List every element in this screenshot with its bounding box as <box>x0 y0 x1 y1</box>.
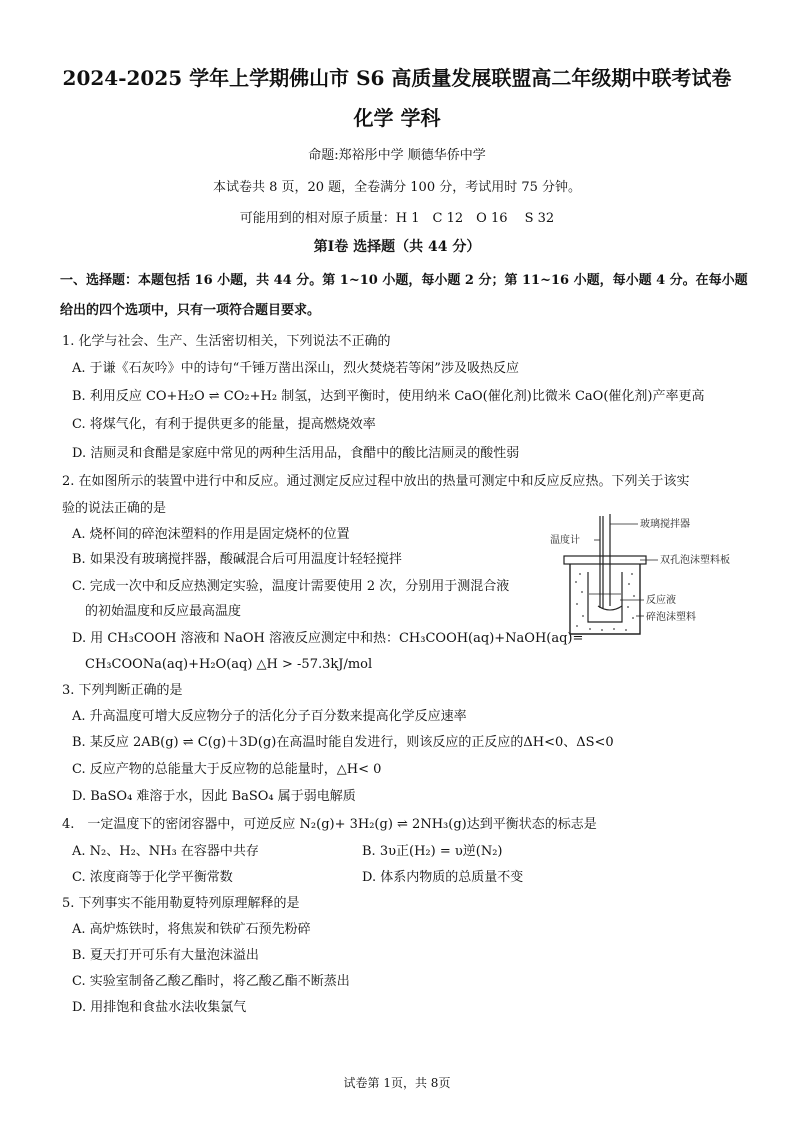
atomic-masses: 可能用到的相对原子质量：H 1 C 12 O 16 S 32 <box>239 211 555 226</box>
q1-stem: 1. 化学与社会、生产、生活密切相关，下列说法不正确的 <box>62 334 391 349</box>
q2-stem: 2. 在如图所示的装置中进行中和反应。通过测定反应过程中放出的热量可测定中和反应反应热。下列关于该实 <box>62 474 690 489</box>
q2-option-c: C. 完成一次中和反应热测定实验，温度计需要使用 2 次，分别用于测混合液 <box>72 579 510 594</box>
label-thermometer: 温度计 <box>550 535 580 546</box>
exam-title: 2024-2025 学年上学期佛山市 S6 高质量发展联盟高二年级期中联考试卷 <box>62 66 732 90</box>
q5-stem: 5. 下列事实不能用勒夏特列原理解释的是 <box>62 896 300 911</box>
q2-option-a: A. 烧杯间的碎泡沫塑料的作用是固定烧杯的位置 <box>72 527 350 542</box>
subject-title: 化学 学科 <box>353 106 441 130</box>
author-line: 命题:郑裕彤中学 顺德华侨中学 <box>308 148 486 163</box>
q3-option-a: A. 升高温度可增大反应物分子的活化分子百分数来提高化学反应速率 <box>72 709 467 724</box>
q2-stem-cont: 验的说法正确的是 <box>62 501 167 516</box>
q4-option-c: C. 浓度商等于化学平衡常数 <box>72 870 233 885</box>
q1-option-d: D. 洁厕灵和食醋是家庭中常见的两种生活用品，食醋中的酸比洁厕灵的酸性弱 <box>72 446 520 461</box>
q4-option-a: A. N₂、H₂、NH₃ 在容器中共存 <box>72 844 259 859</box>
q2-option-c-cont: 的初始温度和反应最高温度 <box>85 604 242 619</box>
label-stirrer: 玻璃搅拌器 <box>640 519 690 530</box>
q3-stem: 3. 下列判断正确的是 <box>62 683 183 698</box>
label-lid: 双孔泡沫塑料板 <box>660 555 730 566</box>
section-instruction-cont: 给出的四个选项中，只有一项符合题目要求。 <box>60 303 321 318</box>
q1-option-c: C. 将煤气化，有利于提供更多的能量，提高燃烧效率 <box>72 417 376 432</box>
q5-option-c: C. 实验室制备乙酸乙酯时，将乙酸乙酯不断蒸出 <box>72 974 350 989</box>
q2-option-d: D. 用 CH₃COOH 溶液和 NaOH 溶液反应测定中和热：CH₃COOH(aq)+NaOH(aq)= <box>72 631 584 646</box>
q4-option-d: D. 体系内物质的总质量不变 <box>362 870 524 885</box>
q2-option-b: B. 如果没有玻璃搅拌器，酸碱混合后可用温度计轻轻搅拌 <box>72 552 402 567</box>
q4-stem: 4. 一定温度下的密闭容器中，可逆反应 N₂(g)+ 3H₂(g) ⇌ 2NH₃(g)达到平衡状态的标志是 <box>62 817 597 832</box>
q3-option-c: C. 反应产物的总能量大于反应物的总能量时，△H< 0 <box>72 762 382 777</box>
q2-option-d-cont: CH₃COONa(aq)+H₂O(aq) △H > -57.3kJ/mol <box>85 657 373 672</box>
label-foam: 碎泡沫塑料 <box>646 612 696 623</box>
q3-option-d: D. BaSO₄ 难溶于水，因此 BaSO₄ 属于弱电解质 <box>72 789 356 804</box>
q5-option-b: B. 夏天打开可乐有大量泡沫溢出 <box>72 948 259 963</box>
q1-option-b: B. 利用反应 CO+H₂O ⇌ CO₂+H₂ 制氢，达到平衡时，使用纳米 CaO(催化剂)比微米 CaO(催化剂)产率更高 <box>72 389 705 404</box>
q4-option-b: B. 3υ正(H₂) = υ逆(N₂) <box>362 844 503 859</box>
q1-option-a: A. 于谦《石灰吟》中的诗句“千锤万凿出深山，烈火焚烧若等闲”涉及吸热反应 <box>72 361 519 376</box>
exam-info: 本试卷共 8 页，20 题，全卷满分 100 分，考试用时 75 分钟。 <box>212 180 582 195</box>
label-liquid: 反应液 <box>646 595 676 606</box>
q5-option-a: A. 高炉炼铁时，将焦炭和铁矿石预先粉碎 <box>72 922 311 937</box>
section-title: 第Ⅰ卷 选择题（共 44 分） <box>313 239 481 255</box>
q5-option-d: D. 用排饱和食盐水法收集氯气 <box>72 1000 247 1015</box>
page-footer: 试卷第 1页，共 8页 <box>343 1076 451 1090</box>
calorimeter-diagram <box>540 512 740 642</box>
q3-option-b: B. 某反应 2AB(g) ⇌ C(g)＋3D(g)在高温时能自发进行，则该反应的正反应的ΔH<0、ΔS<0 <box>72 735 614 750</box>
section-instruction: 一、选择题：本题包括 16 小题，共 44 分。第 1~10 小题，每小题 2 分；第 11~16 小题，每小题 4 分。在每小题 <box>60 273 748 288</box>
